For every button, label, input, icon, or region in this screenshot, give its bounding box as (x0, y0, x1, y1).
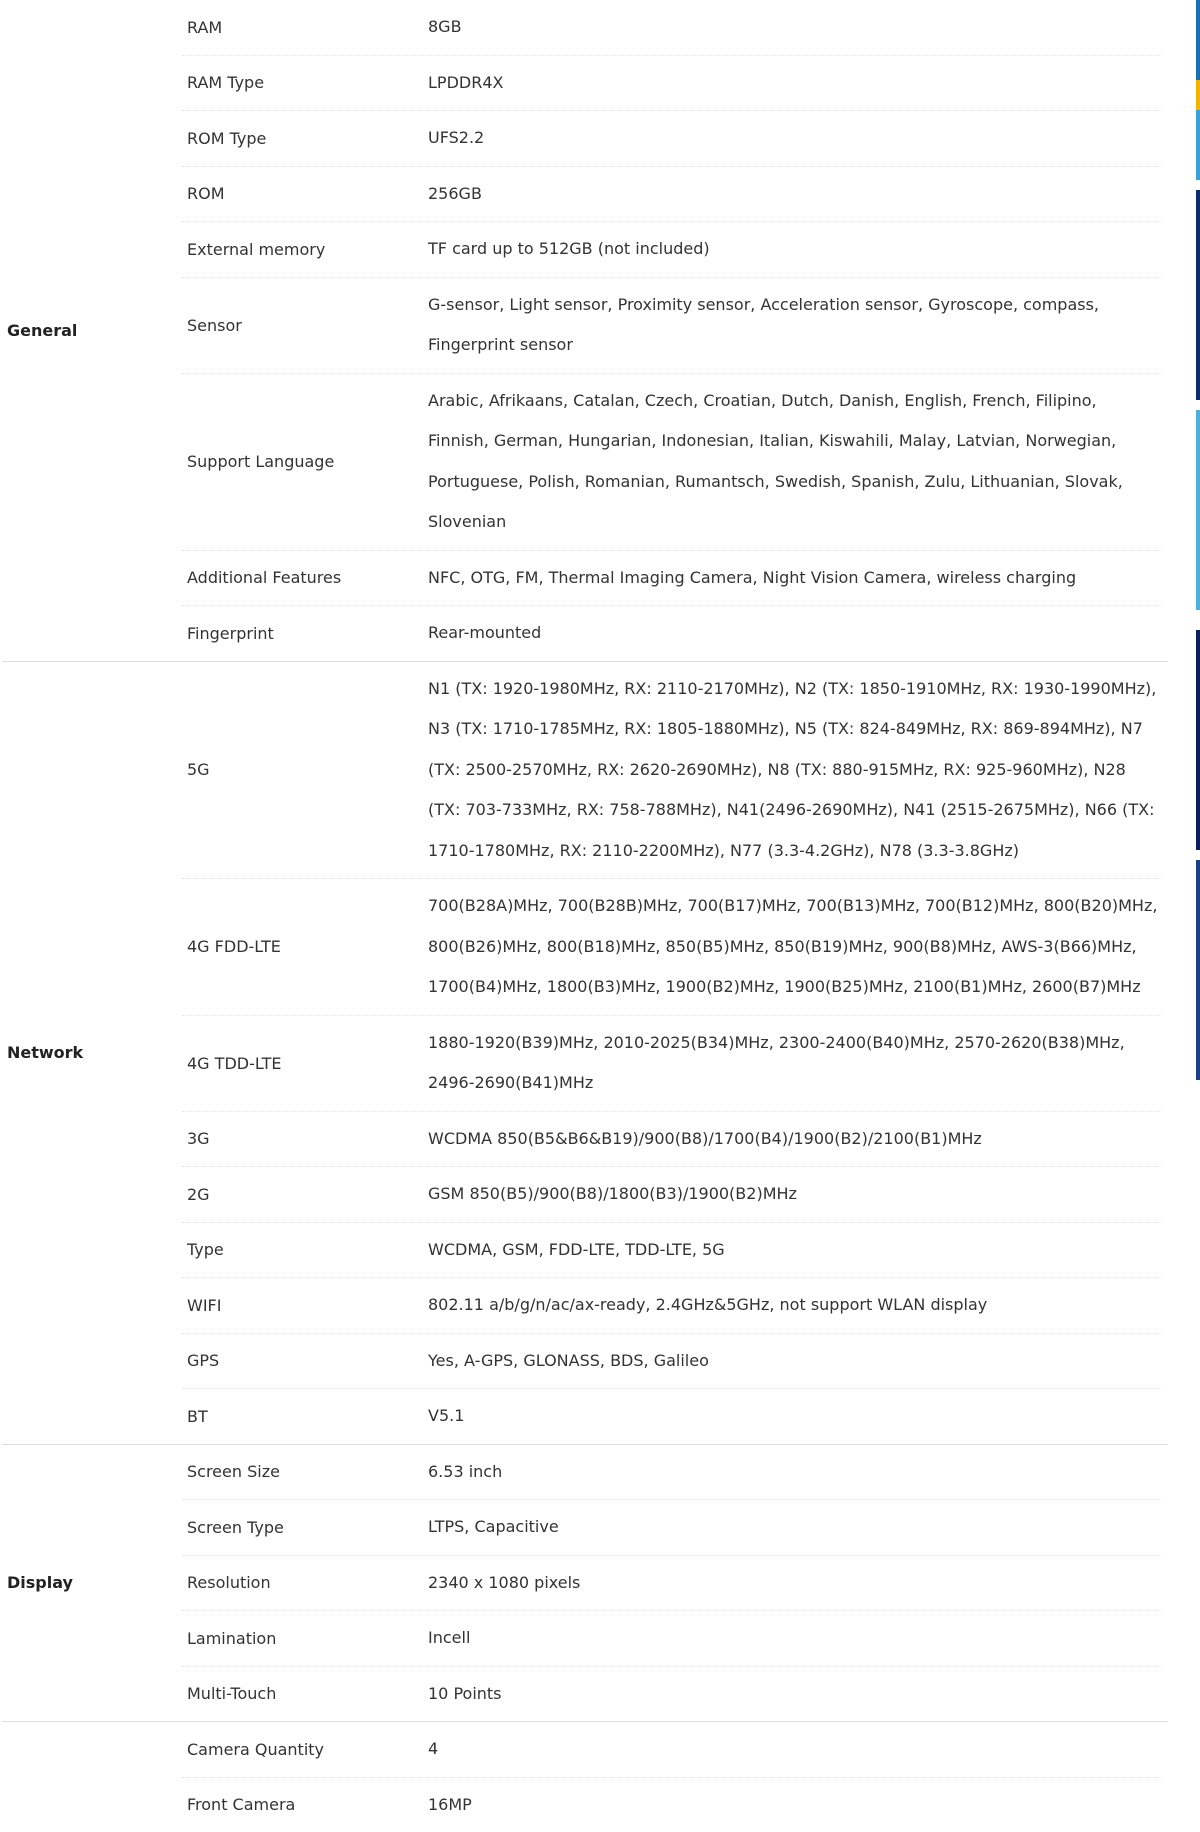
spec-value: 802.11 a/b/g/n/ac/ax-ready, 2.4GHz&5GHz, not support WLAN display (428, 1278, 1162, 1333)
spec-key: 2G (182, 1167, 428, 1222)
spec-group-general (2, 0, 1168, 662)
spec-row (182, 1278, 1162, 1334)
spec-group-camera (2, 1722, 1168, 1832)
spec-key: ROM Type (182, 111, 428, 166)
spec-key: Additional Features (182, 551, 428, 606)
spec-key: 4G TDD-LTE (182, 1016, 428, 1111)
spec-group-network (2, 662, 1168, 1445)
spec-value: 1880-1920(B39)MHz, 2010-2025(B34)MHz, 2300-2400(B40)MHz, 2570-2620(B38)MHz, 2496-2690(B41)MHz (428, 1016, 1162, 1111)
spec-row (182, 606, 1162, 661)
spec-row (182, 56, 1162, 112)
spec-row (182, 374, 1162, 551)
spec-value: GSM 850(B5)/900(B8)/1800(B3)/1900(B2)MHz (428, 1167, 1162, 1222)
spec-row (182, 222, 1162, 278)
spec-row (182, 879, 1162, 1016)
spec-key: Screen Type (182, 1500, 428, 1555)
spec-row (182, 1445, 1162, 1501)
spec-row (182, 1722, 1162, 1778)
group-rows (182, 0, 1168, 661)
spec-value: 256GB (428, 167, 1162, 222)
spec-row (182, 1556, 1162, 1612)
spec-row (182, 1389, 1162, 1444)
spec-key: External memory (182, 222, 428, 277)
spec-row (182, 111, 1162, 167)
group-rows (182, 662, 1168, 1444)
spec-key: Support Language (182, 374, 428, 550)
spec-value: 8GB (428, 0, 1162, 55)
spec-row (182, 278, 1162, 374)
spec-row (182, 662, 1162, 880)
spec-value: LPDDR4X (428, 56, 1162, 111)
spec-row (182, 1334, 1162, 1390)
group-rows (182, 1722, 1168, 1832)
spec-key: WIFI (182, 1278, 428, 1333)
spec-value: NFC, OTG, FM, Thermal Imaging Camera, Night Vision Camera, wireless charging (428, 551, 1162, 606)
spec-row (182, 167, 1162, 223)
spec-key: RAM (182, 0, 428, 55)
spec-value: Rear-mounted (428, 606, 1162, 661)
group-label: Network (2, 662, 182, 1444)
spec-row (182, 1500, 1162, 1556)
spec-key: Multi-Touch (182, 1667, 428, 1722)
spec-value: Arabic, Afrikaans, Catalan, Czech, Croatian, Dutch, Danish, English, French, Filipino, Finnish, German, Hungarian, Indonesian, Italian, Kiswahili, Malay, Latvian, Norwegian, Portuguese, Polish, Romanian, Rumantsch, Swedish, Spanish, Zulu, Lithuanian, Slovak, Slovenian (428, 374, 1162, 550)
spec-value: 4 (428, 1722, 1162, 1777)
spec-row (182, 1112, 1162, 1168)
spec-value: 2340 x 1080 pixels (428, 1556, 1162, 1611)
spec-key: 3G (182, 1112, 428, 1167)
spec-row (182, 1778, 1162, 1832)
specifications-table (2, 0, 1168, 1832)
spec-row (182, 1611, 1162, 1667)
spec-key: ROM (182, 167, 428, 222)
spec-value: TF card up to 512GB (not included) (428, 222, 1162, 277)
group-label (2, 1722, 182, 1832)
spec-value: G-sensor, Light sensor, Proximity sensor, Acceleration sensor, Gyroscope, compass, Fingerprint sensor (428, 278, 1162, 373)
spec-key: Sensor (182, 278, 428, 373)
spec-value: 6.53 inch (428, 1445, 1162, 1500)
spec-key: Screen Size (182, 1445, 428, 1500)
spec-key: Type (182, 1223, 428, 1278)
spec-key: Camera Quantity (182, 1722, 428, 1777)
spec-key: Lamination (182, 1611, 428, 1666)
spec-key: GPS (182, 1334, 428, 1389)
spec-value: Yes, A-GPS, GLONASS, BDS, Galileo (428, 1334, 1162, 1389)
spec-value: LTPS, Capacitive (428, 1500, 1162, 1555)
page-edge-strip (1196, 0, 1200, 1675)
spec-value: V5.1 (428, 1389, 1162, 1444)
spec-row (182, 551, 1162, 607)
spec-key: 5G (182, 662, 428, 879)
spec-value: N1 (TX: 1920-1980MHz, RX: 2110-2170MHz), N2 (TX: 1850-1910MHz, RX: 1930-1990MHz), N3 (TX: 1710-1785MHz, RX: 1805-1880MHz), N5 (TX: 824-849MHz, RX: 869-894MHz), N7 (TX: 2500-2570MHz, RX: 2620-2690MHz), N8 (TX: 880-915MHz, RX: 925-960MHz), N28 (TX: 703-733MHz, RX: 758-788MHz), N41(2496-2690MHz), N41 (2515-2675MHz), N66 (TX: 1710-1780MHz, RX: 2110-2200MHz), N77 (3.3-4.2GHz), N78 (3.3-3.8GHz) (428, 662, 1162, 879)
spec-key: RAM Type (182, 56, 428, 111)
spec-key: BT (182, 1389, 428, 1444)
spec-key: 4G FDD-LTE (182, 879, 428, 1015)
group-rows (182, 1445, 1168, 1722)
spec-value: 10 Points (428, 1667, 1162, 1722)
spec-row (182, 1223, 1162, 1279)
spec-value: 700(B28A)MHz, 700(B28B)MHz, 700(B17)MHz, 700(B13)MHz, 700(B12)MHz, 800(B20)MHz, 800(B26)MHz, 800(B18)MHz, 850(B5)MHz, 850(B19)MHz, 900(B8)MHz, AWS-3(B66)MHz, 1700(B4)MHz, 1800(B3)MHz, 1900(B2)MHz, 1900(B25)MHz, 2100(B1)MHz, 2600(B7)MHz (428, 879, 1162, 1015)
spec-row (182, 1167, 1162, 1223)
spec-value: UFS2.2 (428, 111, 1162, 166)
spec-key: Resolution (182, 1556, 428, 1611)
spec-group-display (2, 1445, 1168, 1723)
group-label: Display (2, 1445, 182, 1722)
spec-key: Front Camera (182, 1778, 428, 1832)
group-label: General (2, 0, 182, 661)
spec-key: Fingerprint (182, 606, 428, 661)
spec-value: Incell (428, 1611, 1162, 1666)
spec-row (182, 1016, 1162, 1112)
spec-value: WCDMA 850(B5&B6&B19)/900(B8)/1700(B4)/1900(B2)/2100(B1)MHz (428, 1112, 1162, 1167)
spec-row (182, 0, 1162, 56)
spec-value: WCDMA, GSM, FDD-LTE, TDD-LTE, 5G (428, 1223, 1162, 1278)
spec-value: 16MP (428, 1778, 1162, 1832)
